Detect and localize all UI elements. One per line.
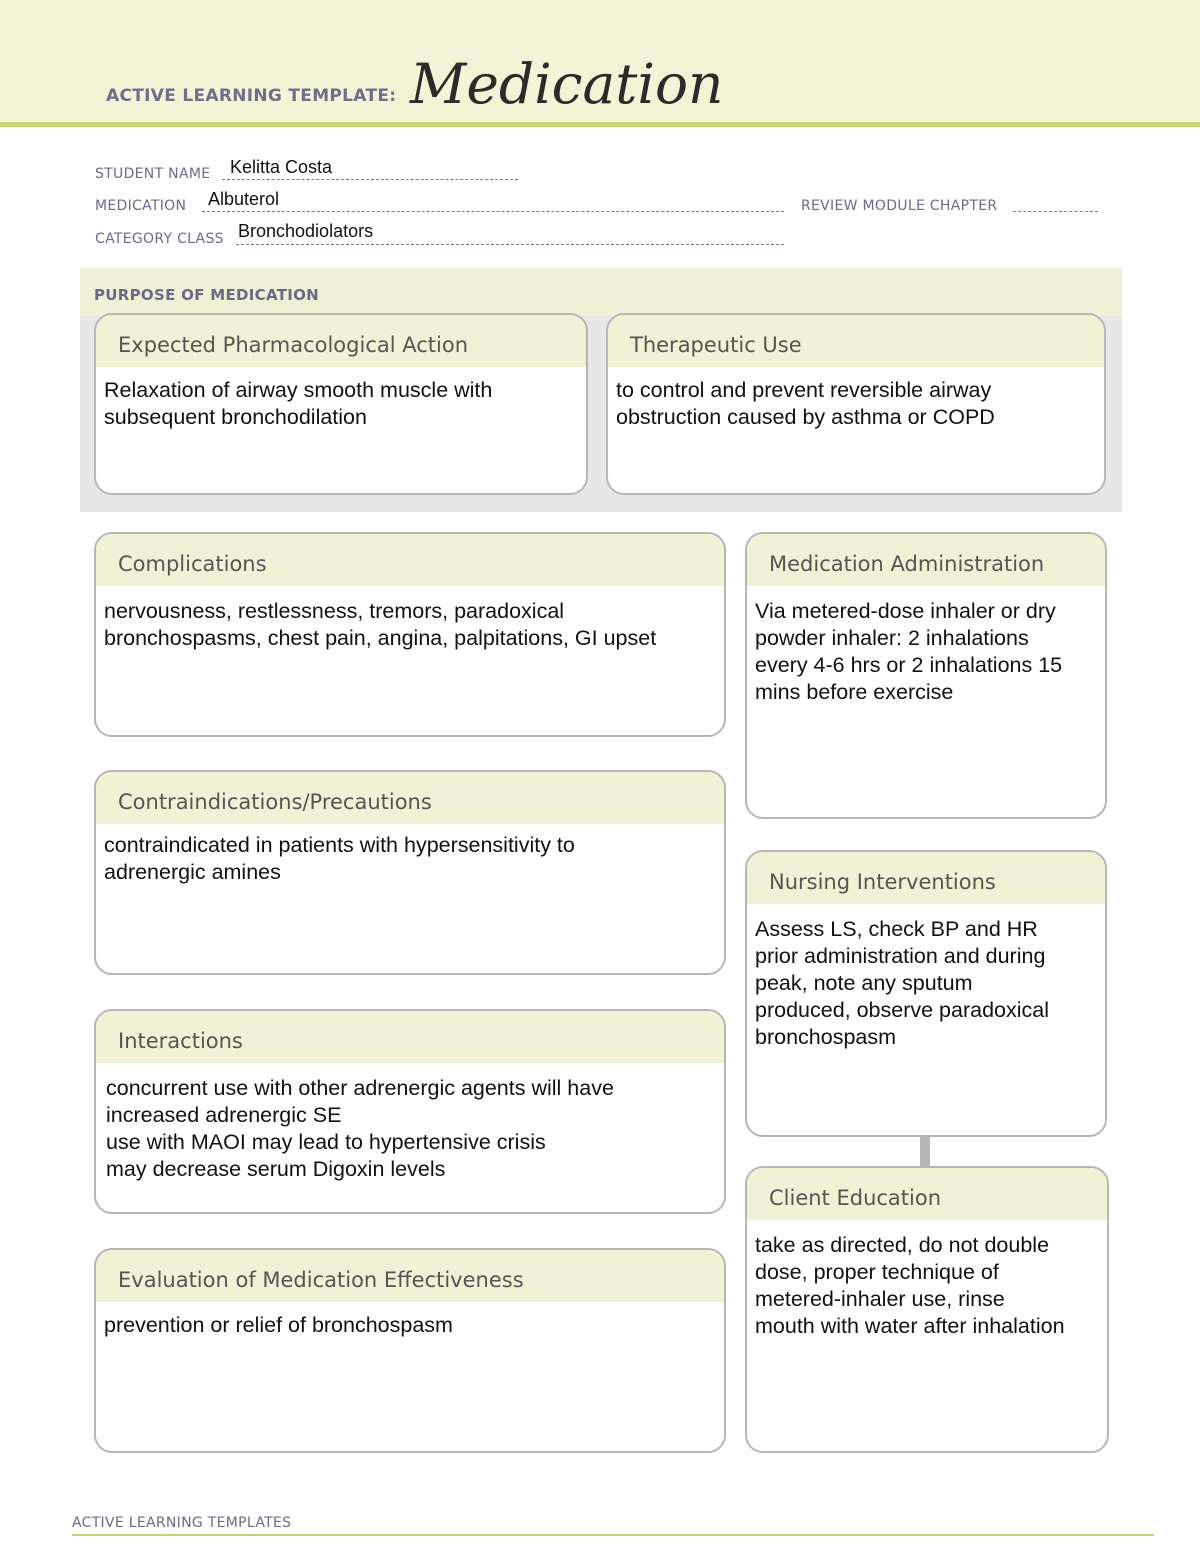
evaluation-heading: Evaluation of Medication Effectiveness	[96, 1250, 724, 1302]
student-name-field[interactable]: Kelitta Costa	[230, 157, 333, 177]
category-class-field[interactable]: Bronchodiolators	[238, 221, 374, 241]
therapeutic-use-text[interactable]: to control and prevent reversible airway obstruction caused by asthma or COPD	[616, 378, 995, 429]
nursing-interventions-heading: Nursing Interventions	[747, 852, 1105, 904]
administration-box	[745, 532, 1107, 819]
box-connector	[920, 1136, 930, 1166]
page-title: Medication	[410, 52, 724, 116]
evaluation-box	[94, 1248, 726, 1453]
expected-action-heading: Expected Pharmacological Action	[96, 315, 586, 367]
nursing-interventions-box	[745, 850, 1107, 1137]
administration-text[interactable]: Via metered-dose inhaler or dry powder inhaler: 2 inhalations every 4-6 hrs or 2 inhalations 15 mins before exercise	[755, 599, 1063, 704]
interactions-heading: Interactions	[96, 1011, 724, 1063]
category-class-line	[236, 243, 784, 245]
client-education-heading: Client Education	[747, 1168, 1107, 1220]
footer-label: ACTIVE LEARNING TEMPLATES	[72, 1515, 292, 1531]
interactions-text[interactable]: concurrent use with other adrenergic agents will have increased adrenergic SE use with MAOI may lead to hypertensive crisis may decrease serum Digoxin levels	[106, 1076, 614, 1181]
review-module-line	[1013, 210, 1098, 212]
interactions-box	[94, 1009, 726, 1214]
client-education-box	[745, 1166, 1109, 1453]
administration-heading: Medication Administration	[747, 534, 1105, 586]
medication-line	[202, 210, 784, 212]
expected-action-box	[94, 313, 588, 495]
evaluation-text[interactable]: prevention or relief of bronchospasm	[104, 1313, 453, 1337]
category-class-label: CATEGORY CLASS	[95, 231, 224, 247]
student-name-line	[222, 178, 518, 180]
review-module-label: REVIEW MODULE CHAPTER	[801, 198, 998, 214]
client-education-text[interactable]: take as directed, do not double dose, proper technique of metered-inhaler use, rinse mouth with water after inhalation	[755, 1233, 1065, 1338]
therapeutic-use-heading: Therapeutic Use	[608, 315, 1104, 367]
contraindications-box	[94, 770, 726, 975]
complications-heading: Complications	[96, 534, 724, 586]
complications-text[interactable]: nervousness, restlessness, tremors, paradoxical bronchospasms, chest pain, angina, palpitations, GI upset	[104, 599, 657, 650]
contraindications-text[interactable]: contraindicated in patients with hypersensitivity to adrenergic amines	[104, 833, 575, 884]
purpose-title: PURPOSE OF MEDICATION	[94, 286, 320, 304]
nursing-interventions-text[interactable]: Assess LS, check BP and HR prior administration and during peak, note any sputum produced, observe paradoxical bronchospasm	[755, 917, 1050, 1049]
footer-rule	[72, 1534, 1154, 1536]
medication-label: MEDICATION	[95, 198, 187, 214]
template-label: ACTIVE LEARNING TEMPLATE:	[106, 86, 397, 106]
contraindications-heading: Contraindications/Precautions	[96, 772, 724, 824]
student-name-label: STUDENT NAME	[95, 166, 211, 182]
therapeutic-use-box	[606, 313, 1106, 495]
complications-box	[94, 532, 726, 737]
medication-field[interactable]: Albuterol	[208, 189, 280, 209]
expected-action-text[interactable]: Relaxation of airway smooth muscle with subsequent bronchodilation	[104, 378, 493, 429]
header-rule	[0, 122, 1200, 127]
